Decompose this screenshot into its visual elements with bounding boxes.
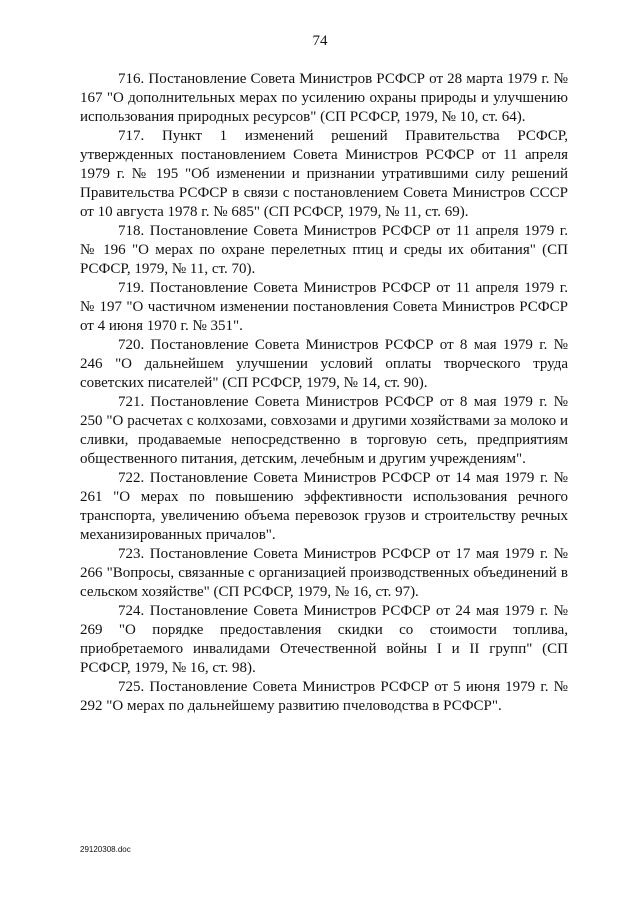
list-item: 724. Постановление Совета Министров РСФСР от 24 мая 1979 г. № 269 "О порядке предоставления скидки со стоимости топлива, приобретаемого инвалидами Отечественной войны I и II групп" (СП РСФСР, 1979, № 16, ст. 98).: [80, 603, 568, 676]
list-item: 725. Постановление Совета Министров РСФСР от 5 июня 1979 г. № 292 "О мерах по дальнейшему развитию пчеловодства в РСФСР".: [80, 679, 568, 714]
file-name-footer: 29120308.doc: [80, 845, 131, 854]
list-item: 723. Постановление Совета Министров РСФСР от 17 мая 1979 г. № 266 "Вопросы, связанные с организацией производственных объединений в сельском хозяйстве" (СП РСФСР, 1979, № 16, ст. 97).: [80, 546, 568, 600]
list-item: 717. Пункт 1 изменений решений Правительства РСФСР, утвержденных постановлением Совета Министров РСФСР от 11 апреля 1979 г. № 195 "Об изменении и признании утратившими силу решений Правительства РСФСР в связи с постановлением Совета Министров СССР от 10 августа 1978 г. № 685" (СП РСФСР, 1979, № 11, ст. 69).: [80, 128, 568, 220]
list-item: 720. Постановление Совета Министров РСФСР от 8 мая 1979 г. № 246 "О дальнейшем улучшении условий оплаты творческого труда советских писателей" (СП РСФСР, 1979, № 14, ст. 90).: [80, 337, 568, 391]
document-body: [80, 70, 568, 716]
page-number: 74: [312, 33, 328, 49]
list-item: 719. Постановление Совета Министров РСФСР от 11 апреля 1979 г. № 197 "О частичном изменении постановления Совета Министров РСФСР от 4 июня 1970 г. № 351".: [80, 280, 568, 334]
list-item: 718. Постановление Совета Министров РСФСР от 11 апреля 1979 г. № 196 "О мерах по охране перелетных птиц и среды их обитания" (СП РСФСР, 1979, № 11, ст. 70).: [80, 223, 568, 277]
list-item: 716. Постановление Совета Министров РСФСР от 28 марта 1979 г. № 167 "О дополнительных мерах по усилению охраны природы и улучшению использования природных ресурсов" (СП РСФСР, 1979, № 10, ст. 64).: [80, 71, 568, 125]
list-item: 722. Постановление Совета Министров РСФСР от 14 мая 1979 г. № 261 "О мерах по повышению эффективности использования речного транспорта, увеличению объема перевозок грузов и строительству речных механизированных причалов".: [80, 470, 568, 543]
list-item: 721. Постановление Совета Министров РСФСР от 8 мая 1979 г. № 250 "О расчетах с колхозами, совхозами и другими хозяйствами за молоко и сливки, продаваемые непосредственно в торговую сеть, предприятиям общественного питания, детским, лечебным и другим учреждениям".: [80, 394, 568, 467]
